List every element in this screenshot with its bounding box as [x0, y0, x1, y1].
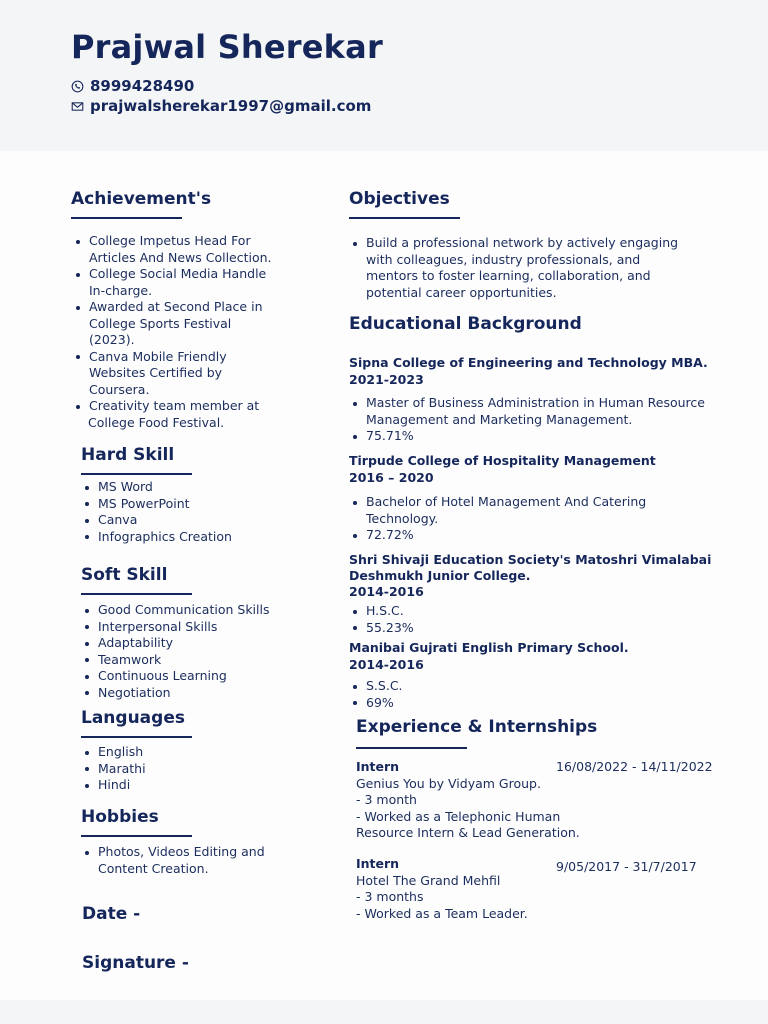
list-item: Bachelor of Hotel Management And Catering Technology. [349, 494, 646, 527]
job-role: Intern [356, 759, 400, 774]
list-item: S.S.C. [349, 678, 403, 695]
list-item: College Impetus Head For Articles And News Collection. [72, 233, 272, 266]
objectives-rule [349, 217, 460, 219]
achievements-list [72, 233, 272, 431]
list-item: Canva Mobile Friendly Websites Certified by Coursera. [72, 349, 272, 399]
signature-label: Signature - [82, 953, 189, 973]
school-years: 2014-2016 [349, 584, 424, 599]
languages-heading: Languages [81, 708, 185, 728]
school-name: Sipna College of Engineering and Technology MBA. [349, 355, 708, 370]
page-footer-band [0, 1000, 768, 1024]
list-item: English [81, 744, 146, 761]
experience-heading: Experience & Internships [356, 717, 598, 737]
list-item: H.S.C. [349, 603, 414, 620]
school-name: Tirpude College of Hospitality Management [349, 453, 656, 468]
list-item: Awarded at Second Place in College Sports Festival (2023). [72, 299, 272, 349]
list-item: College Social Media Handle In-charge. [72, 266, 272, 299]
job-line: - Worked as a Team Leader. [356, 906, 528, 921]
date-label: Date - [82, 904, 141, 924]
phone-icon [71, 80, 84, 93]
phone-number: 8999428490 [90, 77, 195, 95]
list-item: Negotiation [81, 685, 270, 702]
list-item: Infographics Creation [81, 529, 232, 546]
hobbies-rule [81, 835, 192, 837]
languages-rule [81, 736, 192, 738]
school-name: Shri Shivaji Education Society's Matoshri Vimalabai [349, 552, 712, 567]
list-item: Build a professional network by actively engaging with colleagues, industry professionals, and mentors to foster learning, collaboration, and potential career opportunities. [349, 235, 678, 301]
hard-skill-heading: Hard Skill [81, 445, 175, 465]
list-item: Interpersonal Skills [81, 619, 270, 636]
list-item: 69% [349, 695, 403, 712]
job-line: - 3 month [356, 792, 417, 807]
list-item: 72.72% [349, 527, 646, 544]
soft-skill-list [81, 602, 270, 701]
list-item: Photos, Videos Editing and Content Creation. [81, 844, 265, 877]
list-item: Hindi [81, 777, 146, 794]
languages-list [81, 744, 146, 794]
list-item: MS PowerPoint [81, 496, 232, 513]
school-name: Deshmukh Junior College. [349, 568, 531, 583]
achievements-rule [71, 217, 182, 219]
list-item: MS Word [81, 479, 232, 496]
job-line: Resource Intern & Lead Generation. [356, 825, 580, 840]
list-item: Master of Business Administration in Human Resource Management and Marketing Management. [349, 395, 705, 428]
job-line: - Worked as a Telephonic Human [356, 809, 561, 824]
list-item: 75.71% [349, 428, 705, 445]
education-bullets [349, 395, 705, 445]
list-item: Adaptability [81, 635, 270, 652]
job-role: Intern [356, 856, 400, 871]
email-address: prajwalsherekar1997@gmail.com [90, 97, 372, 115]
job-dates: 16/08/2022 - 14/11/2022 [556, 759, 713, 774]
list-item: Marathi [81, 761, 146, 778]
experience-rule [356, 747, 467, 749]
email-row [71, 97, 371, 115]
list-item: Canva [81, 512, 232, 529]
soft-skill-rule [81, 593, 192, 595]
hard-skill-rule [81, 473, 192, 475]
education-heading: Educational Background [349, 314, 582, 334]
school-name: Manibai Gujrati English Primary School. [349, 640, 629, 655]
education-bullets [349, 678, 403, 711]
list-item: 55.23% [349, 620, 414, 637]
list-item: Good Communication Skills [81, 602, 270, 619]
school-years: 2021-2023 [349, 372, 424, 387]
education-bullets [349, 603, 414, 636]
achievements-heading: Achievement's [71, 189, 212, 209]
job-line: - 3 months [356, 889, 424, 904]
hard-skill-list [81, 479, 232, 545]
candidate-name: Prajwal Sherekar [71, 28, 383, 66]
school-years: 2014-2016 [349, 657, 424, 672]
objectives-heading: Objectives [349, 189, 450, 209]
job-line: Genius You by Vidyam Group. [356, 776, 541, 791]
school-years: 2016 – 2020 [349, 470, 434, 485]
list-item: Teamwork [81, 652, 270, 669]
hobbies-heading: Hobbies [81, 807, 159, 827]
hobbies-list [81, 844, 265, 877]
phone-row [71, 77, 194, 95]
list-item: Creativity team member at College Food Festival. [72, 398, 272, 431]
objectives-list [349, 235, 678, 301]
soft-skill-heading: Soft Skill [81, 565, 168, 585]
mail-icon [71, 100, 84, 113]
education-bullets [349, 494, 646, 544]
resume-header [0, 0, 768, 151]
list-item: Continuous Learning [81, 668, 270, 685]
job-line: Hotel The Grand Mehfil [356, 873, 501, 888]
job-dates: 9/05/2017 - 31/7/2017 [556, 859, 697, 874]
